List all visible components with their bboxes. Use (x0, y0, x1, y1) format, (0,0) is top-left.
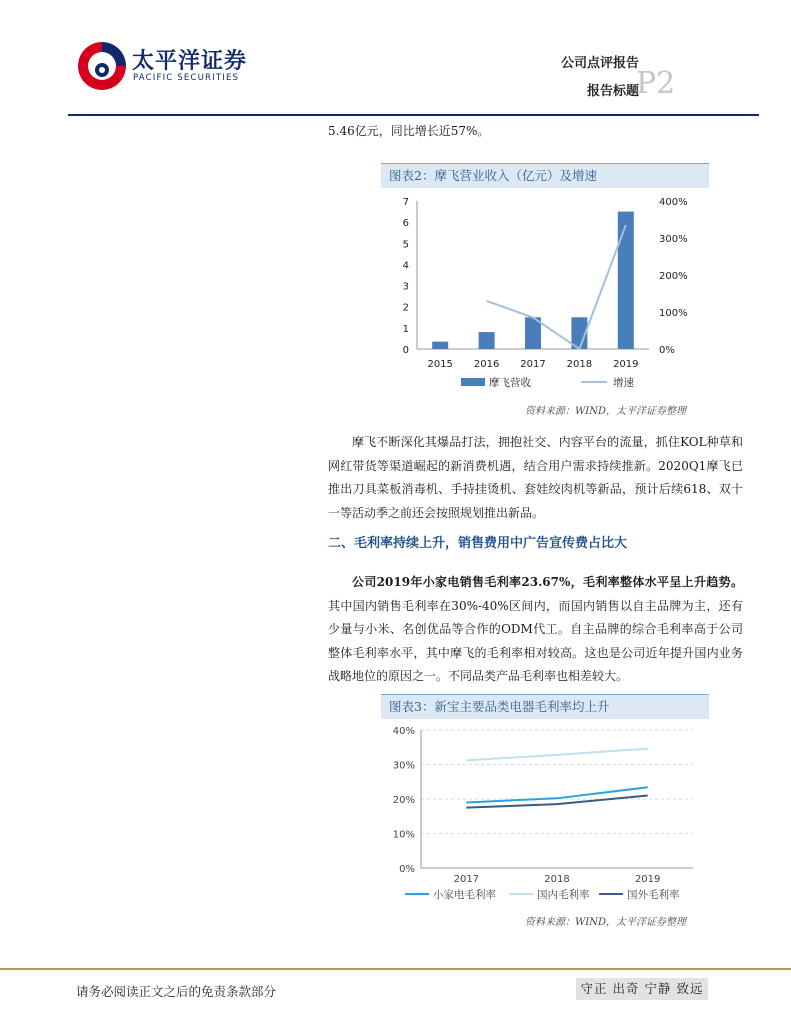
footer-disclaimer: 请务必阅读正文之后的免责条款部分 (76, 984, 277, 999)
paragraph-2-text: 其中国内销售毛利率在30%-40%区间内，而国内销售以自主品牌为主，还有少量与小米、名创优品等合作的ODM代工。自主品牌的综合毛利率高于公司整体毛利率水平，其中摩飞的毛利率相对较高。这也是公司近年提升国内业务战略地位的原因之一。不同品类产品毛利率也相差较大。 (328, 598, 743, 683)
x-axis-tick-label: 2019 (634, 874, 661, 885)
right-axis-tick-label: 400% (659, 197, 688, 208)
figure-2-caption: 图表2：摩飞营业收入（亿元）及增速 (381, 163, 709, 188)
footer-divider (0, 968, 791, 970)
footer-motto: 守正 出奇 宁静 致远 (576, 978, 708, 1000)
small-appliance-margin-line (466, 787, 647, 802)
y-axis-tick-label: 40% (392, 726, 415, 737)
y-axis-tick-label: 30% (392, 760, 415, 772)
gross-margin-chart (381, 718, 709, 906)
intro-line: 5.46亿元，同比增长近57%。 (328, 124, 490, 138)
revenue-bar (432, 342, 448, 349)
company-logo (76, 40, 266, 92)
x-axis-tick-label: 2018 (566, 359, 593, 370)
left-axis-tick-label: 4 (402, 260, 409, 272)
header-divider (68, 114, 759, 116)
x-axis-tick-label: 2015 (427, 359, 453, 370)
right-axis-tick-label: 300% (659, 234, 688, 245)
legend-label-growth: 增速 (613, 377, 634, 389)
section-2-title: 二、毛利率持续上升，销售费用中广告宣传费占比大 (328, 536, 628, 551)
domestic-margin-line (466, 749, 647, 761)
logo-emblem-icon (76, 40, 128, 92)
left-axis-tick-label: 6 (402, 218, 409, 230)
left-axis-tick-label: 3 (402, 281, 409, 293)
left-axis-tick-label: 0 (402, 345, 409, 356)
paragraph-1: 摩飞不断深化其爆品打法，拥抱社交、内容平台的流量，抓住KOL种草和网红带货等渠道崛起的新消费机遇，结合用户需求持续推新。2020Q1摩飞已推出刀具菜板消毒机、手持挂烫机、套娃绞肉机等新品，预计后续618、双十一等活动季之前还会按照规划推出新品。 (328, 435, 743, 520)
revenue-bar (618, 212, 634, 349)
left-axis-tick-label: 5 (402, 239, 409, 251)
legend-overseas-label: 国外毛利率 (627, 889, 680, 901)
y-axis-tick-label: 20% (392, 795, 415, 806)
growth-rate-line (487, 225, 626, 349)
figure-3-caption: 图表3：新宝主要品类电器毛利率均上升 (381, 694, 709, 719)
paragraph-2-highlight: 公司2019年小家电销售毛利率23.67%，毛利率整体水平呈上升趋势。 (352, 575, 743, 589)
figure-2-source: 资料来源：WIND，太平洋证券整理 (525, 406, 686, 417)
revenue-bar (479, 332, 495, 349)
legend-domestic-label: 国内毛利率 (537, 889, 590, 901)
x-axis-tick-label: 2017 (453, 874, 480, 885)
legend-swatch-revenue (461, 378, 485, 386)
left-axis-tick-label: 1 (402, 323, 409, 335)
x-axis-tick-label: 2016 (473, 359, 500, 370)
company-name-en: PACIFIC SECURITIES (133, 73, 240, 83)
y-axis-tick-label: 10% (392, 829, 415, 841)
x-axis-tick-label: 2018 (544, 874, 570, 885)
figure-3 (381, 694, 709, 906)
figure-3-source: 资料来源：WIND，太平洋证券整理 (525, 917, 686, 928)
y-axis-tick-label: 0% (399, 864, 415, 875)
x-axis-tick-label: 2017 (520, 359, 546, 370)
legend-small-appliance-label: 小家电毛利率 (433, 889, 496, 901)
page-number: P2 (636, 66, 676, 101)
report-type: 公司点评报告 (560, 56, 639, 71)
right-axis-tick-label: 0% (659, 345, 675, 356)
revenue-growth-chart (381, 187, 709, 393)
paragraph-2 (328, 571, 743, 689)
figure-2 (381, 163, 709, 393)
x-axis-tick-label: 2019 (613, 359, 639, 370)
right-axis-tick-label: 100% (659, 308, 688, 319)
legend-label-revenue: 摩飞营收 (489, 377, 531, 389)
left-axis-tick-label: 7 (402, 197, 409, 208)
company-name-cn: 太平洋证券 (132, 49, 248, 74)
right-axis-tick-label: 200% (659, 271, 688, 282)
left-axis-tick-label: 2 (402, 302, 409, 314)
report-title: 报告标题 (586, 84, 639, 99)
